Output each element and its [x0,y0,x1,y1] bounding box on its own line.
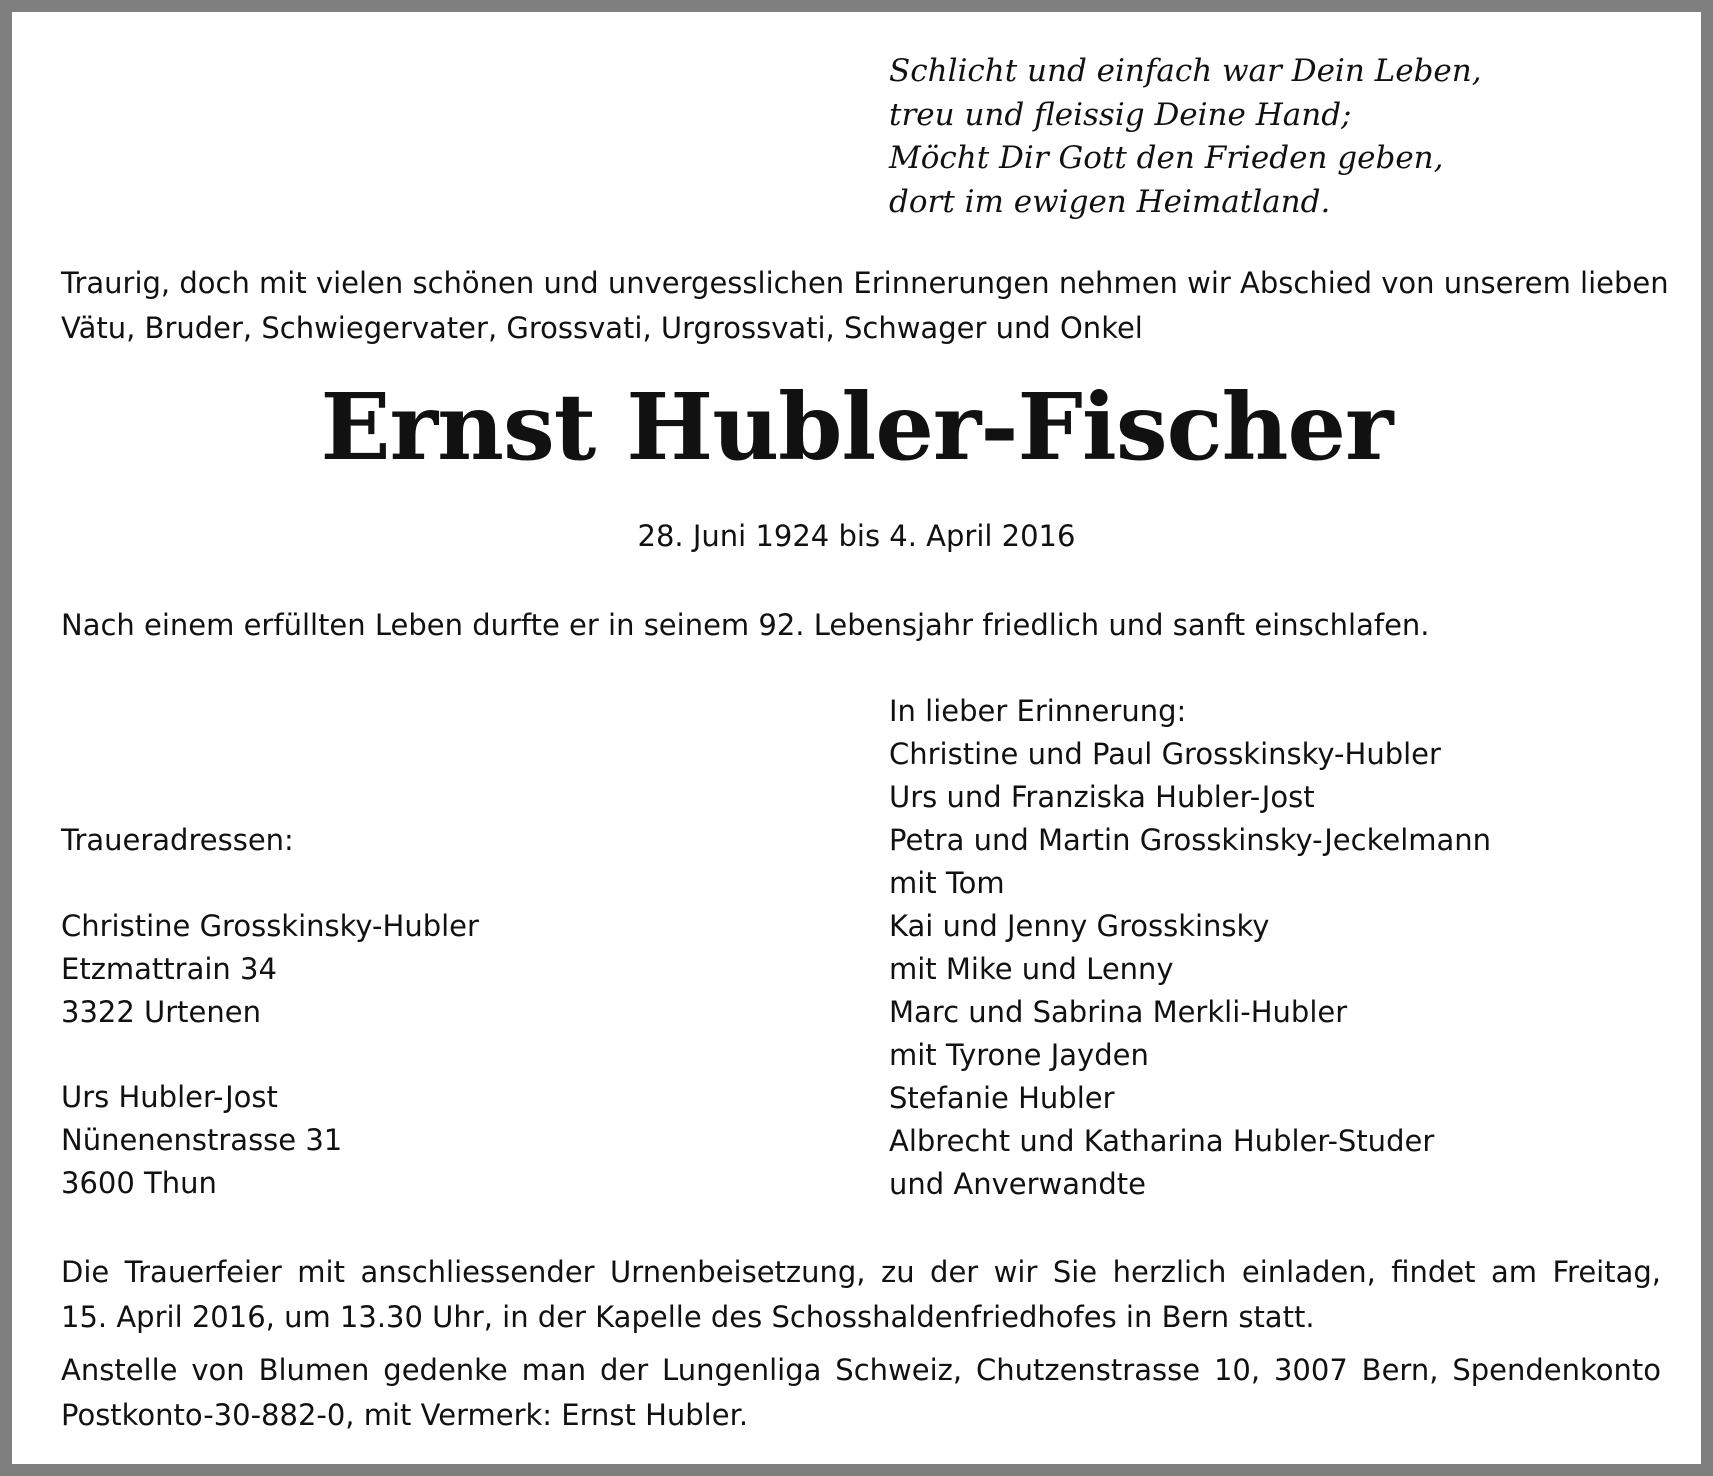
mourner-entry: Petra und Martin Grosskinsky-Jeckelmann [889,823,1492,857]
mourner-entry: Urs und Franziska Hubler-Jost [889,780,1315,814]
mourner-entry: und Anverwandte [889,1167,1147,1201]
passing-text: Nach einem erfüllten Leben durfte er in seinem 92. Lebensjahr friedlich und sanft einschlafen. [61,608,1430,642]
life-dates: 28. Juni 1924 bis 4. April 2016 [637,519,1076,553]
intro-line: Traurig, doch mit vielen schönen und unvergesslichen Erinnerungen nehmen wir Abschied von unserem lieben [61,266,1669,300]
mourner-entry: mit Tyrone Jayden [889,1038,1149,1072]
ceremony-text [61,1250,1661,1340]
mourner-entry: Christine und Paul Grosskinsky-Hubler [889,737,1441,771]
mourner-entry: mit Tom [889,866,1005,900]
addresses-heading: Traueradressen: [61,823,294,857]
address-name: Christine Grosskinsky-Hubler [61,909,479,943]
poem-line: Schlicht und einfach war Dein Leben, [889,53,1482,89]
donation-line: Anstelle von Blumen gedenke man der Lungenliga Schweiz, Chutzenstrasse 10, 3007 Bern, Spendenkonto [61,1353,1661,1387]
mourners-list [889,690,1491,1206]
poem-line: Möcht Dir Gott den Frieden geben, [889,140,1444,176]
ceremony-line: 15. April 2016, um 13.30 Uhr, in der Kapelle des Schosshaldenfriedhofes in Bern statt. [61,1300,1315,1334]
mourner-entry: Marc und Sabrina Merkli-Hubler [889,995,1348,1029]
poem [889,50,1482,224]
address-city: 3600 Thun [61,1166,217,1200]
address-block [61,905,479,1034]
obituary-page [12,12,1701,1464]
address-name: Urs Hubler-Jost [61,1080,278,1114]
intro-text [61,261,1669,351]
address-street: Etzmattrain 34 [61,952,277,986]
mourner-entry: Stefanie Hubler [889,1081,1115,1115]
address-block [61,1076,342,1205]
poem-line: dort im ewigen Heimatland. [889,183,1331,220]
mourners-heading: In lieber Erinnerung: [889,694,1187,728]
donation-line: Postkonto-30-882-0, mit Vermerk: Ernst Hubler. [61,1398,749,1432]
address-street: Nünenenstrasse 31 [61,1123,343,1157]
deceased-name: Ernst Hubler-Fischer [320,373,1393,481]
poem-line: treu und fleissig Deine Hand; [889,96,1352,133]
ceremony-line: Die Trauerfeier mit anschliessender Urnenbeisetzung, zu der wir Sie herzlich einladen, findet am Freitag, [61,1255,1661,1289]
mourner-entry: Albrecht und Katharina Hubler-Studer [889,1124,1435,1158]
address-city: 3322 Urtenen [61,995,261,1029]
mourner-entry: Kai und Jenny Grosskinsky [889,909,1270,943]
donation-text [61,1348,1661,1438]
mourner-entry: mit Mike und Lenny [889,952,1174,986]
intro-line: Vätu, Bruder, Schwiegervater, Grossvati, Urgrossvati, Schwager und Onkel [61,311,1143,345]
